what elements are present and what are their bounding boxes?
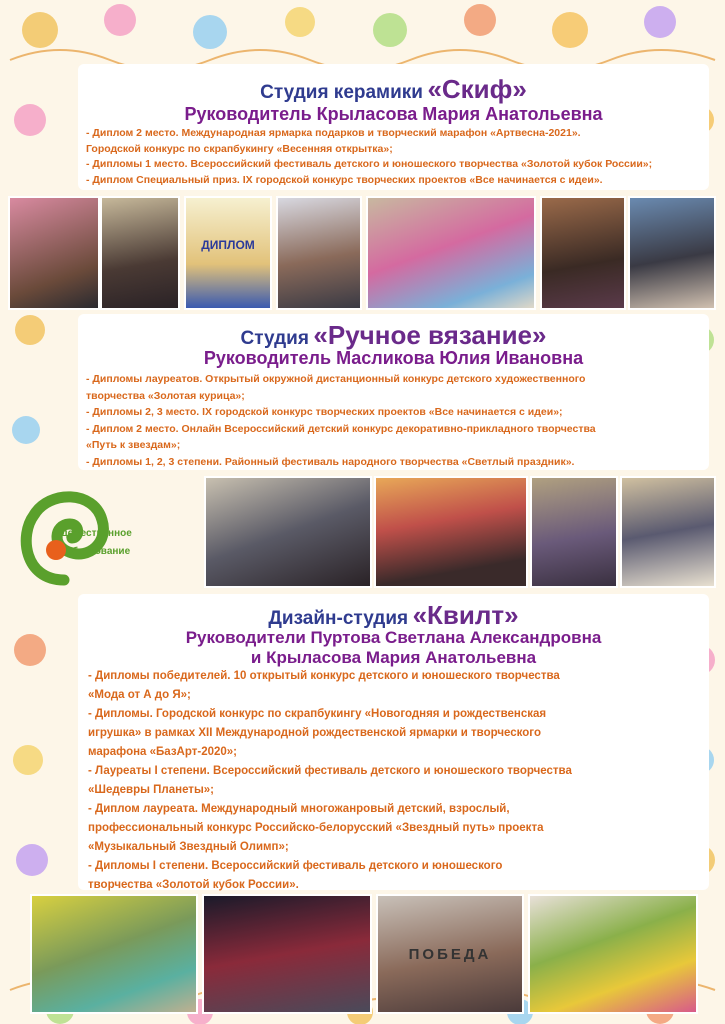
photo-ceramics-1 <box>8 196 100 310</box>
photo-diploma <box>184 196 272 310</box>
award-line: «Путь к звездам»; <box>86 439 181 451</box>
award-line: Городской конкурс по скрапбукингу «Весенняя открытка»; <box>86 142 393 155</box>
photo-knitting-3 <box>530 476 618 588</box>
ceramics-awards <box>86 126 652 188</box>
award-line: игрушка» в рамках XII Международной рождественской ярмарки и творческого <box>88 727 541 739</box>
ceramics-leader: Руководитель Крыласова Мария Анатольевна <box>184 104 603 124</box>
studio-name: «Скиф» <box>427 74 527 104</box>
title-prefix: Дизайн-студия <box>268 608 409 629</box>
quilt-awards <box>88 667 572 895</box>
photo-quilt-4 <box>528 894 698 1014</box>
award-line: - Дипломы. Городской конкурс по скрапбукингу «Новогодняя и рождественская <box>88 708 547 720</box>
quilt-leader-2: и Крыласова Мария Анатольевна <box>250 648 537 667</box>
award-line: - Дипломы 1 место. Всероссийский фестиваль детского и юношеского творчества «Золотой кубок России»; <box>86 158 653 170</box>
award-line: «Шедевры Планеты»; <box>88 784 214 796</box>
award-line: профессиональный конкурс Российско-белорусский «Звездный путь» проекта <box>88 822 544 834</box>
photo-knitting-4 <box>620 476 716 588</box>
award-line: - Дипломы победителей. 10 открытый конкурс детского и юношеского творчества <box>88 670 560 682</box>
award-line: - Дипломы лауреатов. Открытый окружной дистанционный конкурс детского художественного <box>86 373 586 385</box>
title-prefix: Студия керамики <box>260 82 423 103</box>
award-line: «Музыкальный Звездный Олимп»; <box>88 841 289 853</box>
photo-ceramics-6 <box>540 196 626 310</box>
photo-ceramics-7 <box>628 196 716 310</box>
award-line: - Диплом 2 место. Международная ярмарка подарков и творческий марафон «Артвесна-2021». <box>86 127 581 139</box>
award-line: марафона «БазАрт-2020»; <box>88 746 238 758</box>
photo-knitting-2 <box>374 476 528 588</box>
award-line: - Дипломы 2, 3 место. IX городской конкурс творческих проектов «Все начинается с идеи»; <box>86 406 563 418</box>
award-line: «Мода от А до Я»; <box>88 689 191 701</box>
studio-name: «Ручное вязание» <box>313 320 547 350</box>
ceramics-title <box>78 74 709 105</box>
photo-ceramics-5 <box>366 196 536 310</box>
award-line: творчества «Золотая курица»; <box>86 389 245 402</box>
logo-text-line2: бразование <box>72 546 131 557</box>
title-prefix: Студия <box>240 328 309 349</box>
award-line: - Диплом Специальный приз. IX городской конкурс творческих проектов «Все начинается с идеи». <box>86 173 603 186</box>
logo-text-line1: удожественное <box>56 528 132 539</box>
section-quilt <box>78 594 709 890</box>
section-ceramics <box>78 64 709 190</box>
knitting-title <box>78 320 709 351</box>
quilt-title <box>78 600 709 631</box>
art-education-logo <box>14 480 164 588</box>
photo-ceramics-4 <box>276 196 362 310</box>
photo-quilt-2 <box>202 894 372 1014</box>
award-line: творчества «Золотой кубок России». <box>88 879 299 891</box>
pobeda-text: ПОБЕДА <box>408 946 492 963</box>
knitting-awards <box>86 371 596 470</box>
section-knitting <box>78 314 709 470</box>
award-line: - Диплом лауреата. Международный многожанровый детский, взрослый, <box>88 803 510 815</box>
studio-name: «Квилт» <box>412 600 519 630</box>
knitting-leader: Руководитель Масликова Юлия Ивановна <box>203 348 584 368</box>
diploma-text: ДИПЛОМ <box>201 238 255 252</box>
photo-ceramics-2 <box>100 196 180 310</box>
quilt-leader-1: Руководители Пуртова Светлана Александровна <box>185 628 602 647</box>
photo-quilt-1 <box>30 894 198 1014</box>
award-line: - Дипломы I степени. Всероссийский фестиваль детского и юношеского <box>88 860 503 872</box>
award-line: - Лауреаты I степени. Всероссийский фестиваль детского и юношеского творчества <box>88 765 572 777</box>
award-line: - Дипломы 1, 2, 3 степени. Районный фестиваль народного творчества «Светлый праздник». <box>86 455 575 468</box>
photo-knitting-1 <box>204 476 372 588</box>
award-line: - Диплом 2 место. Онлайн Всероссийский детский конкурс декоративно-прикладного творчества <box>86 422 596 435</box>
photo-pobeda <box>376 894 524 1014</box>
